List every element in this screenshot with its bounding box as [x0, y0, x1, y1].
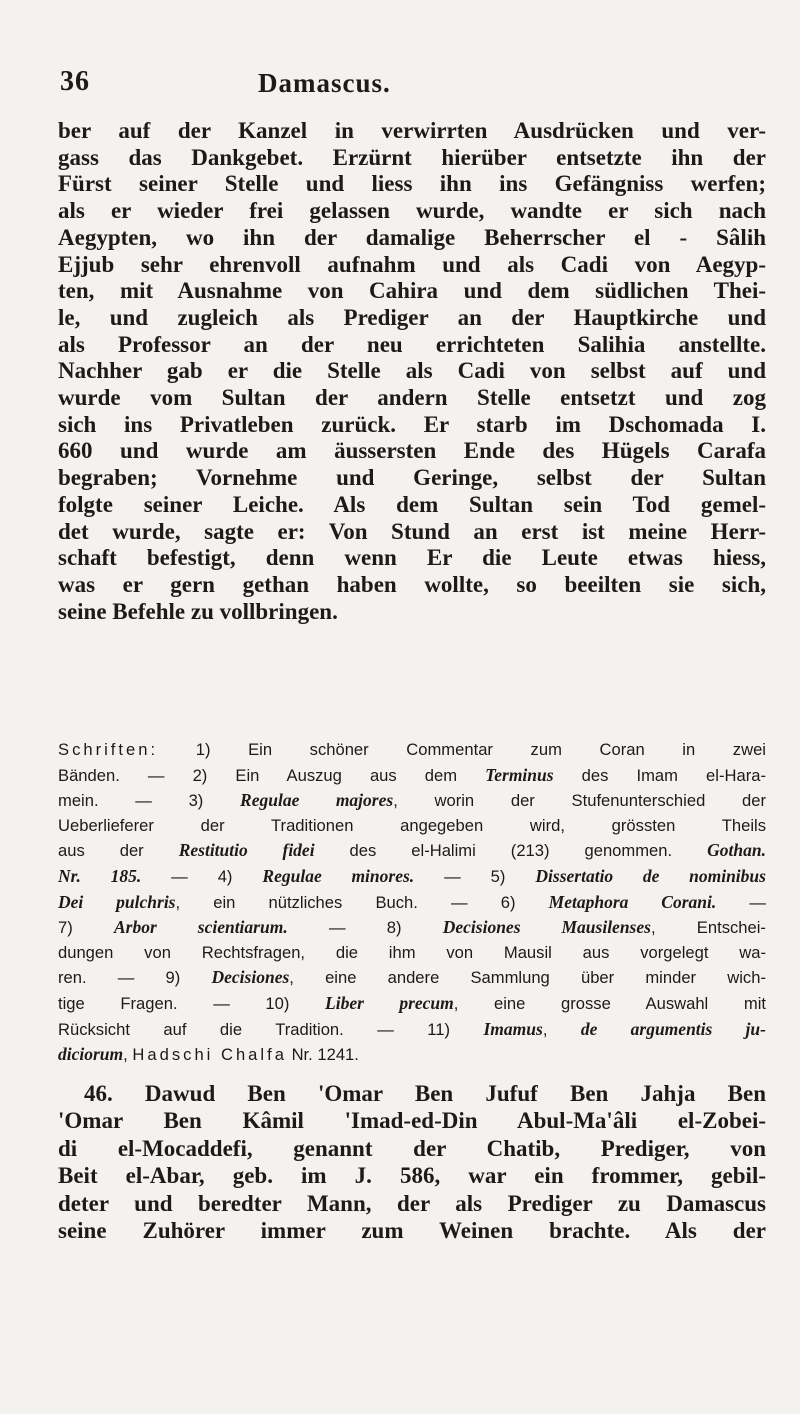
text-line: was er gern gethan haben wollte, so beeilten sie sich, [58, 571, 766, 597]
text-line: als er wieder frei gelassen wurde, wandte er sich nach [58, 198, 766, 224]
entry-line: deter und beredter Mann, der als Prediger zu Damascus [58, 1190, 766, 1216]
note-text: — [749, 892, 766, 912]
note-text: aus der [58, 841, 144, 861]
note-line: Ueberlieferer der Traditionen angegeben wird, grössten Theils [58, 815, 766, 835]
entry-line: 'Omar Ben Kâmil 'Imad-ed-Din Abul-Ma'âli el-Zobei- [58, 1108, 766, 1134]
running-head [0, 66, 800, 106]
text-line: sich ins Privatleben zurück. Er starb im Dschomada I. [58, 411, 766, 437]
note-text: des Imam el-Hara- [581, 765, 766, 785]
text-line: Fürst seiner Stelle und liess ihn ins Gefängniss werfen; [58, 171, 766, 197]
text-line: 660 und wurde am äussersten Ende des Hügels Carafa [58, 438, 766, 464]
entry-line: seine Zuhörer immer zum Weinen brachte. Als der [58, 1218, 766, 1244]
note-text: Bänden. — 2) Ein Auszug aus dem [58, 765, 458, 785]
note-line [58, 1042, 766, 1068]
text-line: Aegypten, wo ihn der damalige Beherrscher el - Sâlih [58, 224, 766, 250]
note-text: , [123, 1045, 128, 1065]
entry-46 [58, 1080, 766, 1244]
note-italic: Restitutio fidei [178, 840, 315, 861]
note-line [58, 864, 766, 890]
note-italic: Regulae majores [240, 790, 394, 811]
note-line [58, 915, 766, 941]
entry-line: di el-Mocaddefi, genannt der Chatib, Prediger, von [58, 1135, 766, 1161]
note-italic: Liber precum [325, 992, 454, 1013]
note-text: Nr. 1241. [291, 1045, 359, 1065]
note-text: ren. — 9) [58, 968, 181, 988]
note-italic: Regulae minores. [262, 865, 415, 886]
note-italic: de argumentis ju- [580, 1018, 766, 1039]
note-italic: Nr. 185. [58, 865, 142, 886]
writings-label: Schriften: [58, 740, 159, 759]
text-line: Nachher gab er die Stelle als Cadi von selbst auf und [58, 358, 766, 384]
note-text: mein. — 3) [58, 791, 204, 811]
note-text: 1) Ein schöner Commentar zum Coran in zwei [195, 740, 766, 759]
note-text: , worin der Stufenunterschied der [393, 791, 766, 811]
note-italic: Arbor scientiarum. [113, 917, 288, 938]
note-text: , [542, 1019, 548, 1039]
note-line: dungen von Rechtsfragen, die ihm von Mausil aus vorgelegt wa- [58, 942, 766, 962]
note-line [58, 788, 766, 814]
text-line: det wurde, sagte er: Von Stund an erst ist meine Herr- [58, 518, 766, 544]
page-number: 36 [60, 66, 90, 97]
note-spaced: Hadschi Chalfa [132, 1045, 287, 1065]
writings-note [58, 738, 766, 1068]
note-italic: Dissertatio de nominibus [535, 865, 766, 886]
note-text: 7) [58, 918, 73, 938]
note-text: , ein nützliches Buch. — 6) [175, 892, 516, 912]
note-italic: Terminus [485, 764, 554, 785]
text-line: ber auf der Kanzel in verwirrten Ausdrücken und ver- [58, 118, 766, 143]
note-text: , eine grosse Auswahl mit [453, 993, 766, 1013]
text-line: seine Befehle zu vollbringen. [58, 598, 338, 624]
note-text: — 4) [171, 866, 233, 886]
note-italic: diciorum [58, 1044, 124, 1065]
note-line [58, 965, 766, 991]
text-line: Ejjub sehr ehrenvoll aufnahm und als Cadi von Aegyp- [58, 251, 766, 277]
note-text: — 8) [328, 918, 402, 938]
note-text: des el-Halimi (213) genommen. [349, 841, 673, 861]
text-line: wurde vom Sultan der andern Stelle entsetzt und zog [58, 385, 766, 411]
text-line: ten, mit Ausnahme von Cahira und dem südlichen Thei- [58, 278, 766, 304]
note-line [58, 838, 766, 864]
text-line: le, und zugleich als Prediger an der Hauptkirche und [58, 304, 766, 330]
note-line [58, 991, 766, 1017]
note-line [58, 738, 766, 763]
note-text: Rücksicht auf die Tradition. — 11) [58, 1019, 451, 1039]
note-text: tige Fragen. — 10) [58, 993, 290, 1013]
note-italic: Metaphora Corani. [548, 891, 717, 912]
note-italic: Gothan. [707, 840, 766, 861]
note-line [58, 890, 766, 916]
text-line: als Professor an der neu errichteten Salihia anstellte. [58, 331, 766, 357]
note-text: — 5) [444, 866, 506, 886]
note-text: , Entschei- [650, 918, 766, 938]
text-line: gass das Dankgebet. Erzürnt hierüber entsetzte ihn der [58, 144, 766, 170]
note-italic: Decisiones [211, 967, 290, 988]
text-line: schaft befestigt, denn wenn Er die Leute etwas hiess, [58, 545, 766, 571]
note-italic: Decisiones Mausilenses [442, 917, 651, 938]
note-line [58, 1017, 766, 1043]
note-italic: Imamus [483, 1018, 543, 1039]
text-line: folgte seiner Leiche. Als dem Sultan sein Tod gemel- [58, 491, 766, 517]
entry-line: 46. Dawud Ben 'Omar Ben Jufuf Ben Jahja Ben [84, 1081, 766, 1106]
main-paragraph [58, 118, 766, 625]
note-text: , eine andere Sammlung über minder wich- [289, 968, 766, 988]
note-italic: Dei pulchris [58, 891, 176, 912]
note-line [58, 763, 766, 789]
running-title: Damascus. [258, 68, 391, 98]
entry-line: Beit el-Abar, geb. im J. 586, war ein frommer, gebil- [58, 1163, 766, 1189]
text-line: begraben; Vornehme und Geringe, selbst der Sultan [58, 465, 766, 491]
